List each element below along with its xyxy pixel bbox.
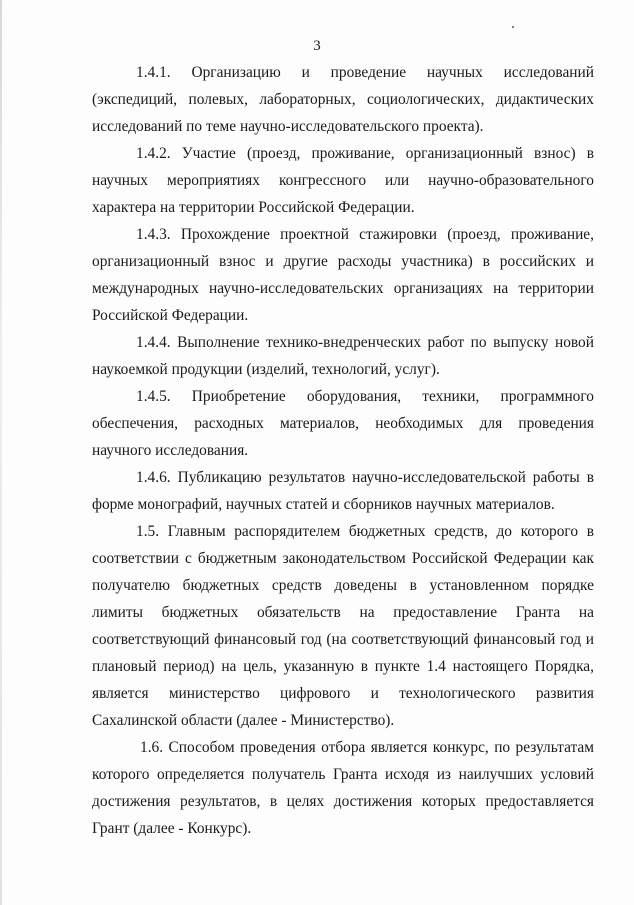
page-number: 3 bbox=[313, 38, 321, 54]
paragraph-1-4-3: 1.4.3. Прохождение проектной стажировки (проезд, проживание, организационный взнос и другие расходы участника) в российских и международных научно-исследовательских организациях на территории Российской Федерации. bbox=[92, 226, 594, 324]
paragraph-1-4-4: 1.4.4. Выполнение технико-внедренческих работ по выпуску новой наукоемкой продукции (изделий, технологий, услуг). bbox=[92, 334, 594, 378]
paragraph-1-4-1: 1.4.1. Организацию и проведение научных исследований (экспедиций, полевых, лабораторных, социологических, дидактических исследований по теме научно-исследовательского проекта). bbox=[92, 64, 594, 135]
scan-edge bbox=[0, 0, 2, 905]
paragraph-1-5: 1.5. Главным распорядителем бюджетных средств, до которого в соответствии с бюджетным законодательством Российской Федерации как получателю бюджетных средств доведены в установленном порядке лимиты бюджетных обязательств на предоставление Гранта на соответствующий финансовый год (на соответствующий финансовый год и плановый период) на цель, указанную в пункте 1.4 настоящего Порядка, является министерство цифрового и технологического развития Сахалинской области (далее - Министерство). bbox=[92, 523, 594, 729]
paragraph-1-6: 1.6. Способом проведения отбора является конкурс, по результатам которого определяется получатель Гранта исходя из наилучших условий достижения результатов, в целях достижения которых предоставляется Грант (далее - Конкурс). bbox=[92, 739, 594, 837]
paragraph-1-4-2: 1.4.2. Участие (проезд, проживание, организационный взнос) в научных мероприятиях конгрессного или научно-образовательного характера на территории Российской Федерации. bbox=[92, 145, 594, 216]
paragraph-1-4-6: 1.4.6. Публикацию результатов научно-исследовательской работы в форме монографий, научных статей и сборников научных материалов. bbox=[92, 469, 594, 513]
document-body bbox=[92, 59, 594, 842]
paragraph-1-4-5: 1.4.5. Приобретение оборудования, техники, программного обеспечения, расходных материалов, необходимых для проведения научного исследования. bbox=[92, 388, 594, 459]
scan-speck bbox=[512, 26, 514, 28]
